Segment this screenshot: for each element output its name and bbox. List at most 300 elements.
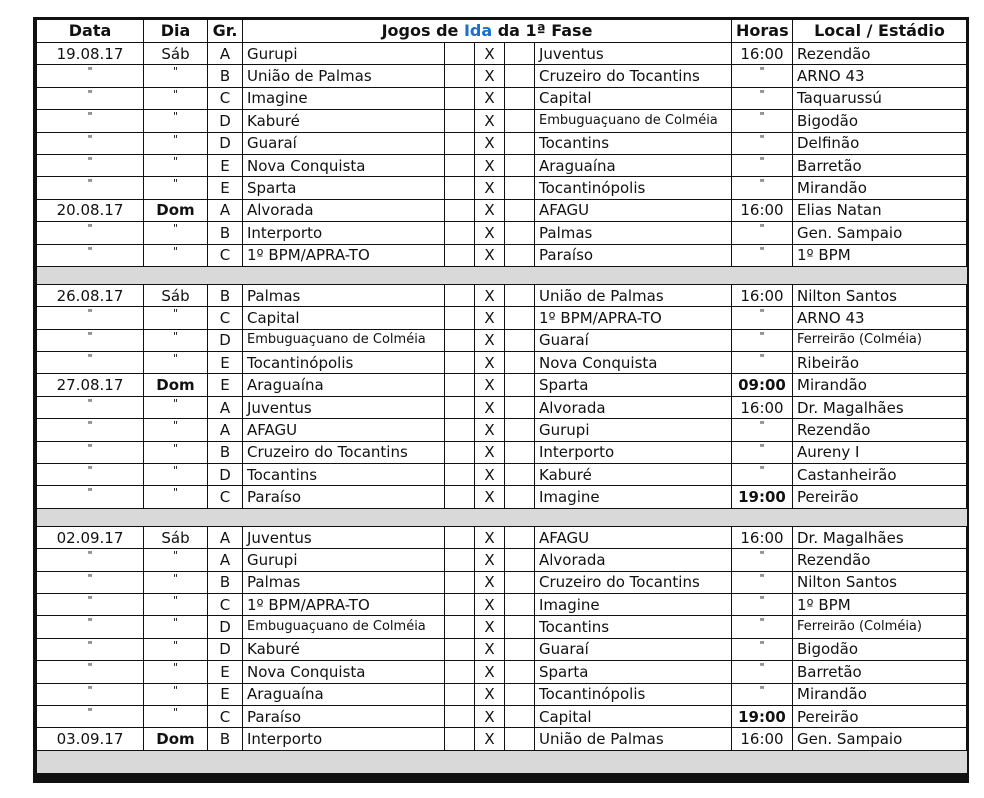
spacer-cell bbox=[505, 464, 535, 486]
match-group: C bbox=[208, 593, 243, 615]
versus-mark: X bbox=[475, 307, 505, 329]
match-group: A bbox=[208, 396, 243, 418]
match-venue: Aureny I bbox=[793, 441, 967, 463]
spacer-cell bbox=[505, 352, 535, 374]
header-dia: Dia bbox=[144, 20, 208, 43]
match-date: " bbox=[37, 419, 144, 441]
home-team: Nova Conquista bbox=[243, 154, 445, 176]
away-team: Paraíso bbox=[535, 244, 732, 266]
match-date: " bbox=[37, 661, 144, 683]
spacer-cell bbox=[505, 661, 535, 683]
spacer-cell bbox=[445, 244, 475, 266]
match-row bbox=[37, 616, 967, 638]
home-team: União de Palmas bbox=[243, 65, 445, 87]
match-day: Sáb bbox=[144, 526, 208, 548]
home-team: Kaburé bbox=[243, 110, 445, 132]
match-time: " bbox=[732, 132, 793, 154]
match-time: " bbox=[732, 110, 793, 132]
match-day: " bbox=[144, 307, 208, 329]
match-day: " bbox=[144, 486, 208, 508]
spacer-cell bbox=[445, 43, 475, 65]
match-date: " bbox=[37, 352, 144, 374]
match-row bbox=[37, 464, 967, 486]
match-time: " bbox=[732, 329, 793, 351]
spacer-cell bbox=[505, 441, 535, 463]
versus-mark: X bbox=[475, 464, 505, 486]
spacer-cell bbox=[445, 728, 475, 750]
match-row bbox=[37, 87, 967, 109]
match-row bbox=[37, 661, 967, 683]
match-row bbox=[37, 65, 967, 87]
match-time: " bbox=[732, 154, 793, 176]
match-day: " bbox=[144, 132, 208, 154]
spacer-cell bbox=[445, 307, 475, 329]
home-team: Paraíso bbox=[243, 705, 445, 727]
match-day: " bbox=[144, 441, 208, 463]
match-date: " bbox=[37, 464, 144, 486]
spacer-cell bbox=[445, 616, 475, 638]
match-venue: Pereirão bbox=[793, 705, 967, 727]
away-team: Tocantinópolis bbox=[535, 683, 732, 705]
home-team: Palmas bbox=[243, 284, 445, 306]
versus-mark: X bbox=[475, 284, 505, 306]
match-group: C bbox=[208, 486, 243, 508]
match-time: " bbox=[732, 593, 793, 615]
away-team: Capital bbox=[535, 705, 732, 727]
match-time: " bbox=[732, 87, 793, 109]
spacer-cell bbox=[505, 374, 535, 396]
match-date: " bbox=[37, 616, 144, 638]
match-day: " bbox=[144, 352, 208, 374]
match-row bbox=[37, 284, 967, 306]
versus-mark: X bbox=[475, 222, 505, 244]
spacer-cell bbox=[445, 177, 475, 199]
match-day: " bbox=[144, 177, 208, 199]
versus-mark: X bbox=[475, 199, 505, 221]
away-team: Cruzeiro do Tocantins bbox=[535, 65, 732, 87]
match-day: " bbox=[144, 329, 208, 351]
away-team: Tocantinópolis bbox=[535, 177, 732, 199]
match-date: " bbox=[37, 244, 144, 266]
home-team: Guaraí bbox=[243, 132, 445, 154]
away-team: Embuguaçuano de Colméia bbox=[535, 110, 732, 132]
match-day: " bbox=[144, 419, 208, 441]
match-row bbox=[37, 199, 967, 221]
match-day: " bbox=[144, 661, 208, 683]
match-time: 16:00 bbox=[732, 526, 793, 548]
match-venue: Bigodão bbox=[793, 110, 967, 132]
match-row bbox=[37, 526, 967, 548]
match-group: C bbox=[208, 705, 243, 727]
match-venue: Gen. Sampaio bbox=[793, 222, 967, 244]
match-row bbox=[37, 419, 967, 441]
match-venue: Dr. Magalhães bbox=[793, 526, 967, 548]
schedule-table bbox=[36, 19, 967, 774]
match-day: " bbox=[144, 244, 208, 266]
spacer-cell bbox=[505, 154, 535, 176]
match-row bbox=[37, 154, 967, 176]
spacer-cell bbox=[505, 638, 535, 660]
versus-mark: X bbox=[475, 549, 505, 571]
spacer-cell bbox=[445, 441, 475, 463]
match-time: " bbox=[732, 661, 793, 683]
match-date: " bbox=[37, 441, 144, 463]
match-time: " bbox=[732, 616, 793, 638]
spacer-cell bbox=[505, 222, 535, 244]
match-date: " bbox=[37, 177, 144, 199]
match-venue: Rezendão bbox=[793, 549, 967, 571]
match-group: D bbox=[208, 132, 243, 154]
match-day: " bbox=[144, 65, 208, 87]
away-team: Alvorada bbox=[535, 549, 732, 571]
match-group: A bbox=[208, 526, 243, 548]
match-row bbox=[37, 374, 967, 396]
match-time: 16:00 bbox=[732, 199, 793, 221]
match-time: " bbox=[732, 307, 793, 329]
spacer-cell bbox=[445, 571, 475, 593]
schedule-sheet bbox=[33, 17, 969, 783]
away-team: Cruzeiro do Tocantins bbox=[535, 571, 732, 593]
match-row bbox=[37, 307, 967, 329]
home-team: Gurupi bbox=[243, 549, 445, 571]
away-team: Capital bbox=[535, 87, 732, 109]
match-day: " bbox=[144, 638, 208, 660]
match-time: 09:00 bbox=[732, 374, 793, 396]
header-title-pre: Jogos de bbox=[381, 21, 464, 40]
match-group: E bbox=[208, 177, 243, 199]
match-group: C bbox=[208, 87, 243, 109]
match-venue: Gen. Sampaio bbox=[793, 728, 967, 750]
spacer-cell bbox=[445, 593, 475, 615]
match-time: " bbox=[732, 65, 793, 87]
match-venue: Ribeirão bbox=[793, 352, 967, 374]
match-row bbox=[37, 549, 967, 571]
match-date: " bbox=[37, 110, 144, 132]
match-date: " bbox=[37, 549, 144, 571]
away-team: Sparta bbox=[535, 661, 732, 683]
match-day: " bbox=[144, 154, 208, 176]
spacer-cell bbox=[445, 199, 475, 221]
versus-mark: X bbox=[475, 571, 505, 593]
match-day: Sáb bbox=[144, 284, 208, 306]
home-team: Interporto bbox=[243, 728, 445, 750]
away-team: Guaraí bbox=[535, 329, 732, 351]
round-separator-cell bbox=[37, 508, 967, 526]
home-team: Kaburé bbox=[243, 638, 445, 660]
match-group: B bbox=[208, 728, 243, 750]
match-row bbox=[37, 705, 967, 727]
away-team: 1º BPM/APRA-TO bbox=[535, 307, 732, 329]
versus-mark: X bbox=[475, 419, 505, 441]
schedule-body bbox=[37, 43, 967, 774]
spacer-cell bbox=[445, 549, 475, 571]
versus-mark: X bbox=[475, 486, 505, 508]
header-row bbox=[37, 20, 967, 43]
versus-mark: X bbox=[475, 705, 505, 727]
match-day: " bbox=[144, 222, 208, 244]
match-venue: Rezendão bbox=[793, 419, 967, 441]
versus-mark: X bbox=[475, 132, 505, 154]
versus-mark: X bbox=[475, 661, 505, 683]
match-day: " bbox=[144, 549, 208, 571]
match-group: B bbox=[208, 284, 243, 306]
home-team: Juventus bbox=[243, 396, 445, 418]
match-group: A bbox=[208, 199, 243, 221]
match-venue: Pereirão bbox=[793, 486, 967, 508]
header-horas: Horas bbox=[732, 20, 793, 43]
home-team: Imagine bbox=[243, 87, 445, 109]
header-local: Local / Estádio bbox=[793, 20, 967, 43]
match-row bbox=[37, 638, 967, 660]
spacer-cell bbox=[505, 593, 535, 615]
match-venue: Barretão bbox=[793, 661, 967, 683]
spacer-cell bbox=[505, 87, 535, 109]
spacer-cell bbox=[505, 244, 535, 266]
header-gr: Gr. bbox=[208, 20, 243, 43]
match-group: B bbox=[208, 571, 243, 593]
match-time: 19:00 bbox=[732, 486, 793, 508]
match-day: " bbox=[144, 683, 208, 705]
spacer-cell bbox=[505, 307, 535, 329]
match-row bbox=[37, 486, 967, 508]
match-venue: Ferreirão (Colméia) bbox=[793, 329, 967, 351]
match-group: B bbox=[208, 65, 243, 87]
spacer-cell bbox=[445, 526, 475, 548]
away-team: Tocantins bbox=[535, 132, 732, 154]
match-date: " bbox=[37, 705, 144, 727]
spacer-cell bbox=[445, 154, 475, 176]
versus-mark: X bbox=[475, 616, 505, 638]
spacer-cell bbox=[505, 549, 535, 571]
away-team: Kaburé bbox=[535, 464, 732, 486]
match-venue: Nilton Santos bbox=[793, 571, 967, 593]
match-day: Dom bbox=[144, 728, 208, 750]
match-day: " bbox=[144, 593, 208, 615]
match-venue: Dr. Magalhães bbox=[793, 396, 967, 418]
match-time: " bbox=[732, 352, 793, 374]
versus-mark: X bbox=[475, 396, 505, 418]
match-group: D bbox=[208, 110, 243, 132]
match-time: " bbox=[732, 571, 793, 593]
header-title-post: da 1ª Fase bbox=[492, 21, 593, 40]
home-team: Paraíso bbox=[243, 486, 445, 508]
spacer-cell bbox=[445, 87, 475, 109]
match-venue: ARNO 43 bbox=[793, 65, 967, 87]
match-date: " bbox=[37, 593, 144, 615]
match-row bbox=[37, 132, 967, 154]
spacer-cell bbox=[505, 177, 535, 199]
header-data: Data bbox=[37, 20, 144, 43]
spacer-cell bbox=[505, 65, 535, 87]
versus-mark: X bbox=[475, 329, 505, 351]
match-row bbox=[37, 177, 967, 199]
match-date: 19.08.17 bbox=[37, 43, 144, 65]
match-day: " bbox=[144, 705, 208, 727]
match-time: " bbox=[732, 683, 793, 705]
match-venue: Bigodão bbox=[793, 638, 967, 660]
away-team: Tocantins bbox=[535, 616, 732, 638]
match-time: 16:00 bbox=[732, 43, 793, 65]
match-row bbox=[37, 329, 967, 351]
match-group: E bbox=[208, 154, 243, 176]
match-group: D bbox=[208, 329, 243, 351]
match-date: 03.09.17 bbox=[37, 728, 144, 750]
spacer-cell bbox=[505, 571, 535, 593]
spacer-cell bbox=[445, 110, 475, 132]
versus-mark: X bbox=[475, 593, 505, 615]
match-venue: Castanheirão bbox=[793, 464, 967, 486]
match-row bbox=[37, 352, 967, 374]
away-team: Juventus bbox=[535, 43, 732, 65]
away-team: AFAGU bbox=[535, 526, 732, 548]
match-date: " bbox=[37, 638, 144, 660]
match-day: Sáb bbox=[144, 43, 208, 65]
away-team: AFAGU bbox=[535, 199, 732, 221]
match-date: " bbox=[37, 571, 144, 593]
spacer-cell bbox=[505, 728, 535, 750]
match-time: 16:00 bbox=[732, 396, 793, 418]
home-team: Araguaína bbox=[243, 374, 445, 396]
away-team: Imagine bbox=[535, 593, 732, 615]
versus-mark: X bbox=[475, 244, 505, 266]
away-team: Imagine bbox=[535, 486, 732, 508]
match-venue: Delfinão bbox=[793, 132, 967, 154]
round-separator-cell bbox=[37, 266, 967, 284]
match-row bbox=[37, 396, 967, 418]
match-row bbox=[37, 728, 967, 750]
match-date: 27.08.17 bbox=[37, 374, 144, 396]
match-group: D bbox=[208, 638, 243, 660]
versus-mark: X bbox=[475, 65, 505, 87]
match-day: " bbox=[144, 87, 208, 109]
match-day: Dom bbox=[144, 374, 208, 396]
match-group: E bbox=[208, 661, 243, 683]
versus-mark: X bbox=[475, 728, 505, 750]
spacer-cell bbox=[445, 329, 475, 351]
spacer-cell bbox=[505, 616, 535, 638]
home-team: AFAGU bbox=[243, 419, 445, 441]
match-day: " bbox=[144, 571, 208, 593]
match-time: " bbox=[732, 464, 793, 486]
match-date: " bbox=[37, 307, 144, 329]
spacer-cell bbox=[505, 284, 535, 306]
home-team: Interporto bbox=[243, 222, 445, 244]
match-row bbox=[37, 43, 967, 65]
spacer-cell bbox=[505, 705, 535, 727]
match-group: B bbox=[208, 222, 243, 244]
spacer-cell bbox=[445, 486, 475, 508]
home-team: 1º BPM/APRA-TO bbox=[243, 244, 445, 266]
match-group: E bbox=[208, 374, 243, 396]
match-venue: Taquarussú bbox=[793, 87, 967, 109]
home-team: Tocantinópolis bbox=[243, 352, 445, 374]
spacer-cell bbox=[505, 132, 535, 154]
away-team: Palmas bbox=[535, 222, 732, 244]
round-separator-cell bbox=[37, 750, 967, 773]
match-row bbox=[37, 222, 967, 244]
match-time: " bbox=[732, 441, 793, 463]
header-title-highlight: Ida bbox=[463, 21, 493, 40]
match-day: " bbox=[144, 616, 208, 638]
versus-mark: X bbox=[475, 374, 505, 396]
home-team: Sparta bbox=[243, 177, 445, 199]
match-venue: Nilton Santos bbox=[793, 284, 967, 306]
versus-mark: X bbox=[475, 43, 505, 65]
match-time: 16:00 bbox=[732, 284, 793, 306]
match-group: C bbox=[208, 307, 243, 329]
match-day: " bbox=[144, 396, 208, 418]
match-row bbox=[37, 441, 967, 463]
round-separator bbox=[37, 750, 967, 773]
spacer-cell bbox=[505, 419, 535, 441]
away-team: Alvorada bbox=[535, 396, 732, 418]
spacer-cell bbox=[505, 199, 535, 221]
match-date: " bbox=[37, 65, 144, 87]
header-title bbox=[243, 20, 732, 43]
match-group: E bbox=[208, 352, 243, 374]
match-date: " bbox=[37, 396, 144, 418]
round-separator bbox=[37, 508, 967, 526]
match-time: " bbox=[732, 244, 793, 266]
match-date: " bbox=[37, 329, 144, 351]
away-team: Sparta bbox=[535, 374, 732, 396]
match-time: " bbox=[732, 222, 793, 244]
match-day: " bbox=[144, 464, 208, 486]
match-row bbox=[37, 593, 967, 615]
home-team: Cruzeiro do Tocantins bbox=[243, 441, 445, 463]
spacer-cell bbox=[505, 329, 535, 351]
match-row bbox=[37, 683, 967, 705]
match-group: E bbox=[208, 683, 243, 705]
spacer-cell bbox=[445, 374, 475, 396]
match-date: 26.08.17 bbox=[37, 284, 144, 306]
match-group: D bbox=[208, 616, 243, 638]
home-team: Capital bbox=[243, 307, 445, 329]
home-team: Juventus bbox=[243, 526, 445, 548]
versus-mark: X bbox=[475, 441, 505, 463]
match-venue: Mirandão bbox=[793, 374, 967, 396]
spacer-cell bbox=[505, 396, 535, 418]
match-group: B bbox=[208, 441, 243, 463]
match-venue: 1º BPM bbox=[793, 244, 967, 266]
match-group: A bbox=[208, 549, 243, 571]
match-time: 16:00 bbox=[732, 728, 793, 750]
match-date: " bbox=[37, 222, 144, 244]
match-time: " bbox=[732, 177, 793, 199]
versus-mark: X bbox=[475, 526, 505, 548]
home-team: 1º BPM/APRA-TO bbox=[243, 593, 445, 615]
away-team: União de Palmas bbox=[535, 284, 732, 306]
match-date: " bbox=[37, 154, 144, 176]
spacer-cell bbox=[445, 638, 475, 660]
spacer-cell bbox=[505, 110, 535, 132]
match-venue: ARNO 43 bbox=[793, 307, 967, 329]
spacer-cell bbox=[445, 132, 475, 154]
home-team: Palmas bbox=[243, 571, 445, 593]
match-day: Dom bbox=[144, 199, 208, 221]
match-row bbox=[37, 571, 967, 593]
spacer-cell bbox=[445, 284, 475, 306]
match-date: " bbox=[37, 486, 144, 508]
match-date: " bbox=[37, 87, 144, 109]
spacer-cell bbox=[505, 526, 535, 548]
match-time: " bbox=[732, 638, 793, 660]
versus-mark: X bbox=[475, 87, 505, 109]
home-team: Embuguaçuano de Colméia bbox=[243, 329, 445, 351]
away-team: Guaraí bbox=[535, 638, 732, 660]
match-date: " bbox=[37, 683, 144, 705]
match-time: " bbox=[732, 549, 793, 571]
